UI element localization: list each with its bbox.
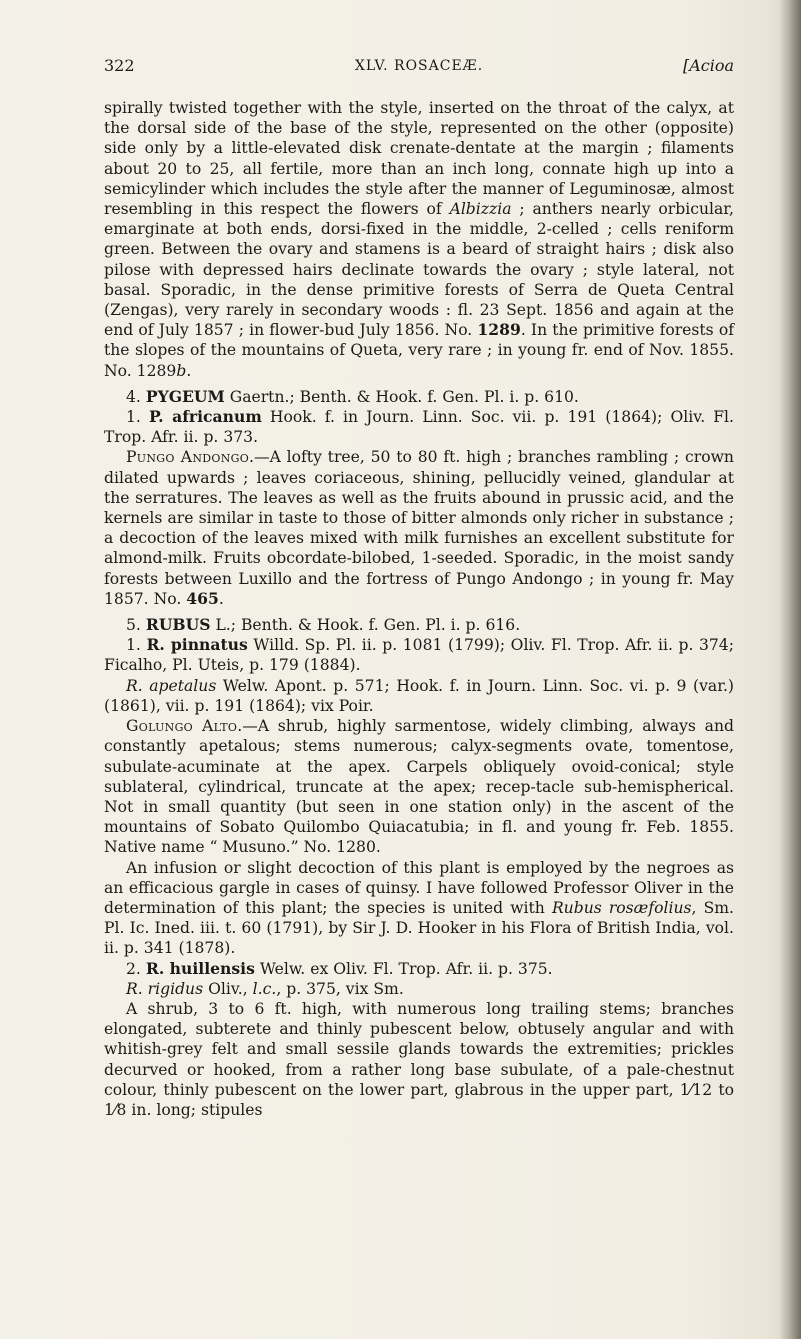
page-edge-shadow [779, 0, 801, 1339]
synonym-rubus-apetalus: R. apetalus Welw. Apont. p. 571; Hook. f. in Journ. Linn. Soc. vi. p. 9 (var.) (1861), vii. p. 191 (1864); vix Poir. [104, 676, 734, 715]
chapter-title: XLV. ROSACEÆ. [354, 58, 484, 74]
running-header [104, 56, 734, 80]
paragraph-rubus-pinnatus-description: Golungo Alto.—A shrub, highly sarmentose, widely climbing, always and constantly apetalous; stems numerous; calyx-segments ovate, tomentose, subulate-acuminate at the apex. Carpels obliquely ovoid-conical; style sublateral, cylindrical, truncate at the apex; recep-tacle sub-hemispherical. Not in small quantity (but seen in one station only) in the ascent of the mountains of Sobato Quilombo Quiacatubia; in fl. and young fr. Feb. 1855. Native name “ Musuno.” No. 1280. [104, 717, 734, 857]
page-number: 322 [104, 56, 135, 75]
species-entry-rubus-pinnatus: 1. R. pinnatus Willd. Sp. Pl. ii. p. 1081 (1799); Oliv. Fl. Trop. Afr. ii. p. 374; Ficalho, Pl. Uteis, p. 179 (1884). [104, 635, 734, 675]
paragraph-pygeum-description: Pungo Andongo.—A lofty tree, 50 to 80 ft. high ; branches rambling ; crown dilated upwards ; leaves coriaceous, shining, pellucidly veined, glandular at the serratures. The leaves as well as the fruits abound in prussic acid, and the kernels are similar in taste to those of bitter almonds only richer in substance ; a decoction of the leaves mixed with milk furnishes an excellent substitute for almond-milk. Fruits obcordate-bilobed, 1-seeded. Sporadic, in the moist sandy forests between Luxillo and the fortress of Pungo Andongo ; in young fr. May 1857. No. 465. [104, 448, 734, 608]
paragraph-rubus-huillensis-description: A shrub, 3 to 6 ft. high, with numerous long trailing stems; branches elongated, subterete and thinly pubescent below, obtusely angular and with whitish-grey felt and small sessile glands towards the extremities; prickles decurved or hooked, from a rather long base subulate, of a pale-chestnut colour, thinly pubescent on the lower part, glabrous in the upper part, 1⁄12 to 1⁄8 in. long; stipules [104, 999, 734, 1119]
species-entry-pygeum-africanum: 1. P. africanum Hook. f. in Journ. Linn. Soc. vii. p. 191 (1864); Oliv. Fl. Trop. Afr. ii. p. 373. [104, 407, 734, 447]
running-genus: [Acioa [682, 56, 734, 75]
page-body [104, 98, 734, 1120]
paragraph-acioa-description: spirally twisted together with the style, inserted on the throat of the calyx, at the dorsal side of the base of the style, represented on the other (opposite) side only by a little-elevated disk crenate-dentate at the margin ; filaments about 20 to 25, all fertile, more than an inch long, connate high up into a semicylinder which includes the style after the manner of Leguminosæ, almost resembling in this respect the flowers of Albizzia ; anthers nearly orbicular, emarginate at both ends, dorsi-fixed in the middle, 2-celled ; cells reniform green. Between the ovary and stamens is a beard of straight hairs ; disk also pilose with depressed hairs declinate towards the ovary ; style lateral, not basal. Sporadic, in the dense primitive forests of Serra de Queta Central (Zengas), very rarely in secondary woods : fl. 23 Sept. 1856 and again at the end of July 1857 ; in flower-bud July 1856. No. 1289. In the primitive forests of the slopes of the mountains of Queta, very rare ; in young fr. end of Nov. 1855. No. 1289b. [104, 99, 734, 380]
genus-heading-rubus: 5. RUBUS L.; Benth. & Hook. f. Gen. Pl. i. p. 616. [126, 615, 521, 635]
paragraph-rubus-pinnatus-uses: An infusion or slight decoction of this plant is employed by the negroes as an efficacious gargle in cases of quinsy. I have followed Professor Oliver in the determination of this plant; the species is united with Rubus rosæfolius, Sm. Pl. Ic. Ined. iii. t. 60 (1791), by Sir J. D. Hooker in his Flora of British India, vol. ii. p. 341 (1878). [104, 858, 735, 958]
genus-heading-pygeum: 4. PYGEUM Gaertn.; Benth. & Hook. f. Gen. Pl. i. p. 610. [126, 386, 579, 406]
synonym-rubus-rigidus: R. rigidus Oliv., l.c., p. 375, vix Sm. [126, 979, 404, 998]
species-entry-rubus-huillensis: 2. R. huillensis Welw. ex Oliv. Fl. Trop. Afr. ii. p. 375. [126, 958, 553, 978]
